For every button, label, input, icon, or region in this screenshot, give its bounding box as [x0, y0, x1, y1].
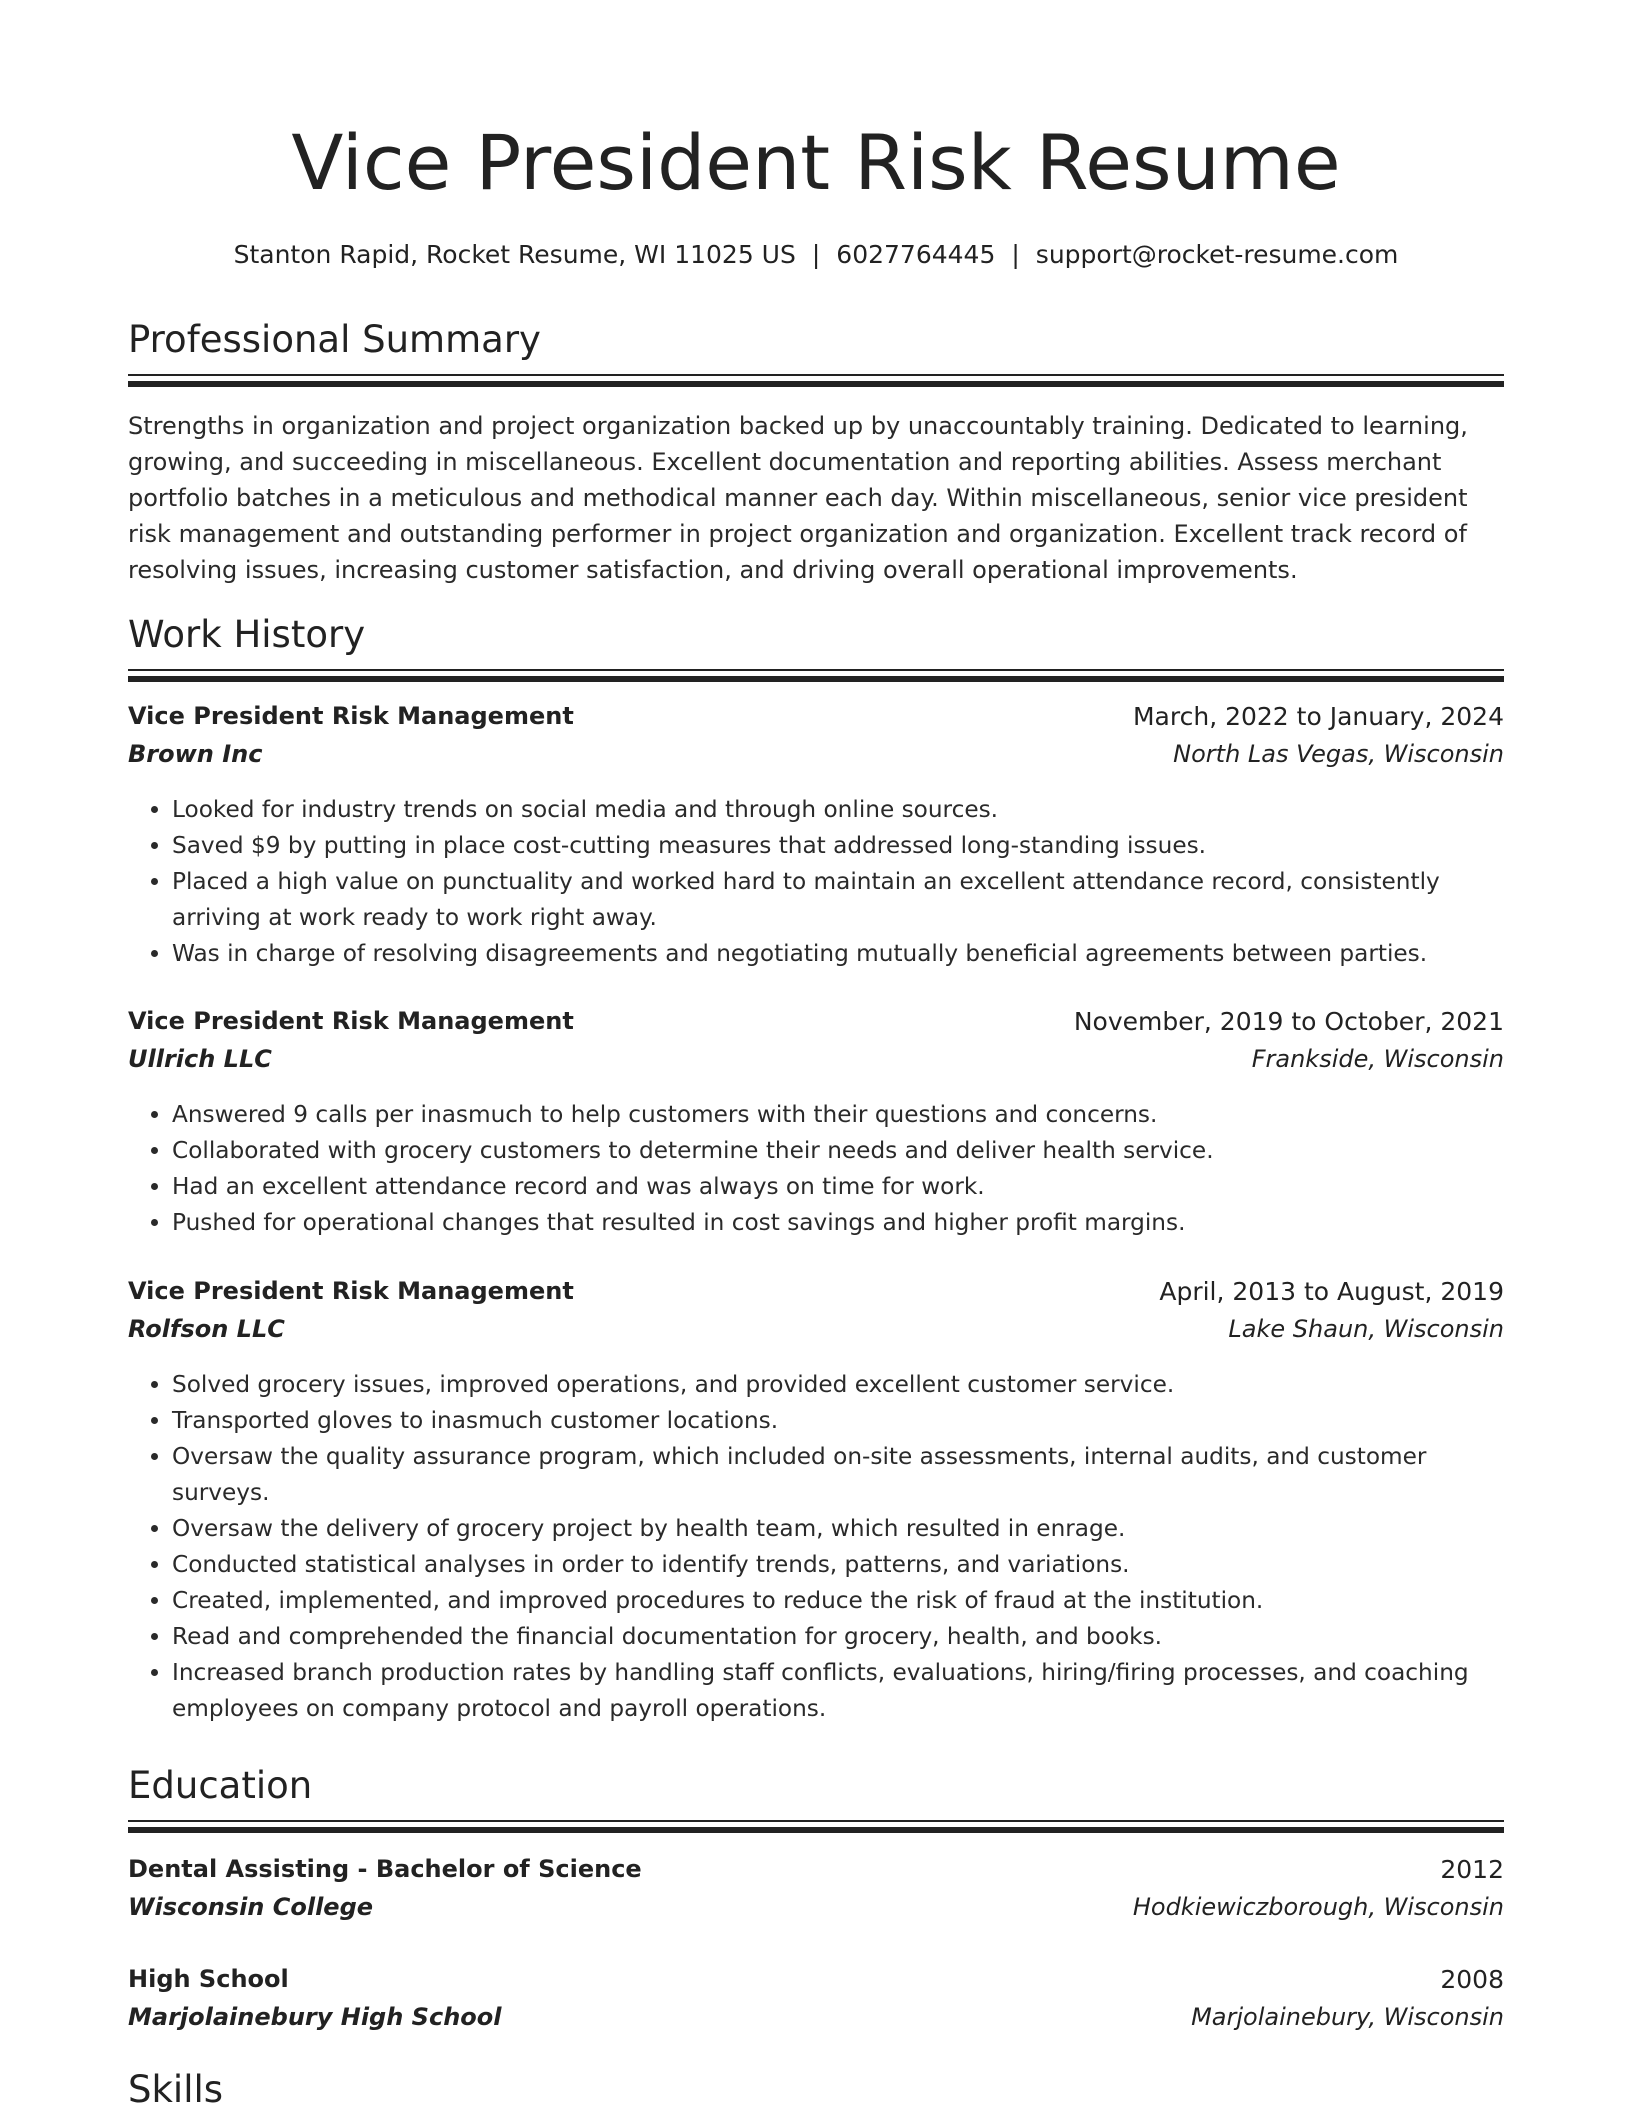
section-heading-skills: Skills	[128, 2068, 224, 2111]
job-dates: March, 2022 to January, 2024	[1132, 702, 1504, 731]
contact-separator: |	[811, 240, 821, 269]
section-rule-thin	[128, 374, 1504, 376]
contact-address: Stanton Rapid, Rocket Resume, WI 11025 US	[233, 240, 796, 269]
job-title: Vice President Risk Management	[128, 1007, 574, 1035]
contact-separator: |	[1011, 240, 1020, 269]
job-header-row	[128, 702, 1504, 740]
job-bullet: • Solved grocery issues, improved operations, and provided excellent customer service.	[172, 1367, 1504, 1403]
job-dates: April, 2013 to August, 2019	[1159, 1277, 1504, 1306]
section-skills	[128, 2068, 1504, 2112]
job-company-row	[128, 1315, 1504, 1353]
job-entry	[128, 1007, 1504, 1241]
contact-phone: 6027764445	[836, 240, 996, 269]
job-company-row	[128, 740, 1504, 778]
education-year: 2012	[1440, 1855, 1504, 1884]
section-work-history	[128, 613, 1504, 682]
education-header-row	[128, 1965, 1504, 2003]
job-location: Frankside, Wisconsin	[1251, 1045, 1504, 1073]
job-bullet: • Oversaw the delivery of grocery project by health team, which resulted in enrage.	[172, 1511, 1504, 1547]
section-rule-thick	[128, 1827, 1504, 1833]
job-bullet: • Had an excellent attendance record and was always on time for work.	[172, 1169, 1504, 1205]
job-bullet: • Collaborated with grocery customers to determine their needs and deliver health service.	[172, 1133, 1504, 1169]
summary-paragraph: Strengths in organization and project organization backed up by unaccountably training. Dedicated to learning, growing, and succeeding in miscellaneous. Excellent documentation and reporting abilities. Assess merchant portfolio batches in a meticulous and methodical manner each day. Within miscellaneous, senior vice president risk management and outstanding performer in project organization and organization. Excellent track record of resolving issues, increasing customer satisfaction, and driving overall operational improvements.	[128, 412, 1468, 584]
section-education	[128, 1764, 1504, 1833]
education-degree: Dental Assisting - Bachelor of Science	[128, 1855, 642, 1883]
section-rule-thick	[128, 381, 1504, 387]
section-heading-education: Education	[128, 1764, 313, 1807]
section-rule-thick	[128, 676, 1504, 682]
job-dates: November, 2019 to October, 2021	[1073, 1007, 1504, 1036]
education-degree: High School	[128, 1965, 289, 1993]
education-entry	[128, 1855, 1504, 1931]
job-company: Rolfson LLC	[128, 1315, 285, 1343]
job-bullet: • Pushed for operational changes that resulted in cost savings and higher profit margins.	[172, 1205, 1504, 1241]
education-location: Hodkiewiczborough, Wisconsin	[1132, 1893, 1504, 1921]
job-company: Ullrich LLC	[128, 1045, 272, 1073]
education-school: Marjolainebury High School	[128, 2003, 502, 2031]
job-bullet-list	[128, 1097, 1504, 1241]
contact-line	[128, 240, 1504, 269]
section-rule-thin	[128, 669, 1504, 671]
section-heading-summary: Professional Summary	[128, 318, 541, 361]
education-school-row	[128, 2003, 1504, 2041]
job-bullet: • Read and comprehended the financial documentation for grocery, health, and books.	[172, 1619, 1504, 1655]
job-bullet: • Created, implemented, and improved procedures to reduce the risk of fraud at the institution.	[172, 1583, 1504, 1619]
job-header-row	[128, 1277, 1504, 1315]
job-title: Vice President Risk Management	[128, 702, 574, 730]
education-location: Marjolainebury, Wisconsin	[1191, 2003, 1504, 2031]
job-bullet-list	[128, 1367, 1504, 1727]
job-bullet: • Was in charge of resolving disagreements and negotiating mutually beneficial agreements between parties.	[172, 936, 1504, 972]
job-bullet: • Increased branch production rates by handling staff conflicts, evaluations, hiring/firing processes, and coaching employees on company protocol and payroll operations.	[172, 1655, 1504, 1727]
job-company-row	[128, 1045, 1504, 1083]
education-entry	[128, 1965, 1504, 2041]
job-bullet-list	[128, 792, 1504, 972]
job-bullet: • Oversaw the quality assurance program, which included on-site assessments, internal audits, and customer surveys.	[172, 1439, 1504, 1511]
job-entry	[128, 702, 1504, 972]
job-header-row	[128, 1007, 1504, 1045]
job-bullet: • Looked for industry trends on social media and through online sources.	[172, 792, 1504, 828]
job-bullet: • Transported gloves to inasmuch customer locations.	[172, 1403, 1504, 1439]
job-bullet: • Conducted statistical analyses in order to identify trends, patterns, and variations.	[172, 1547, 1504, 1583]
resume-title: Vice President Risk Resume	[291, 118, 1341, 207]
education-header-row	[128, 1855, 1504, 1893]
job-location: North Las Vegas, Wisconsin	[1173, 740, 1504, 768]
job-bullet: • Answered 9 calls per inasmuch to help customers with their questions and concerns.	[172, 1097, 1504, 1133]
job-bullet: • Saved $9 by putting in place cost-cutting measures that addressed long-standing issues.	[172, 828, 1504, 864]
education-year: 2008	[1440, 1965, 1504, 1994]
job-location: Lake Shaun, Wisconsin	[1228, 1315, 1504, 1343]
job-entry	[128, 1277, 1504, 1727]
education-school: Wisconsin College	[128, 1893, 374, 1921]
job-company: Brown Inc	[128, 740, 263, 768]
contact-email: support@rocket-resume.com	[1035, 240, 1399, 269]
education-school-row	[128, 1893, 1504, 1931]
job-title: Vice President Risk Management	[128, 1277, 574, 1305]
job-bullet: • Placed a high value on punctuality and worked hard to maintain an excellent attendance record, consistently arriving at work ready to work right away.	[172, 864, 1504, 936]
section-heading-work: Work History	[128, 613, 366, 656]
section-rule-thin	[128, 1820, 1504, 1822]
section-professional-summary	[128, 318, 1504, 387]
